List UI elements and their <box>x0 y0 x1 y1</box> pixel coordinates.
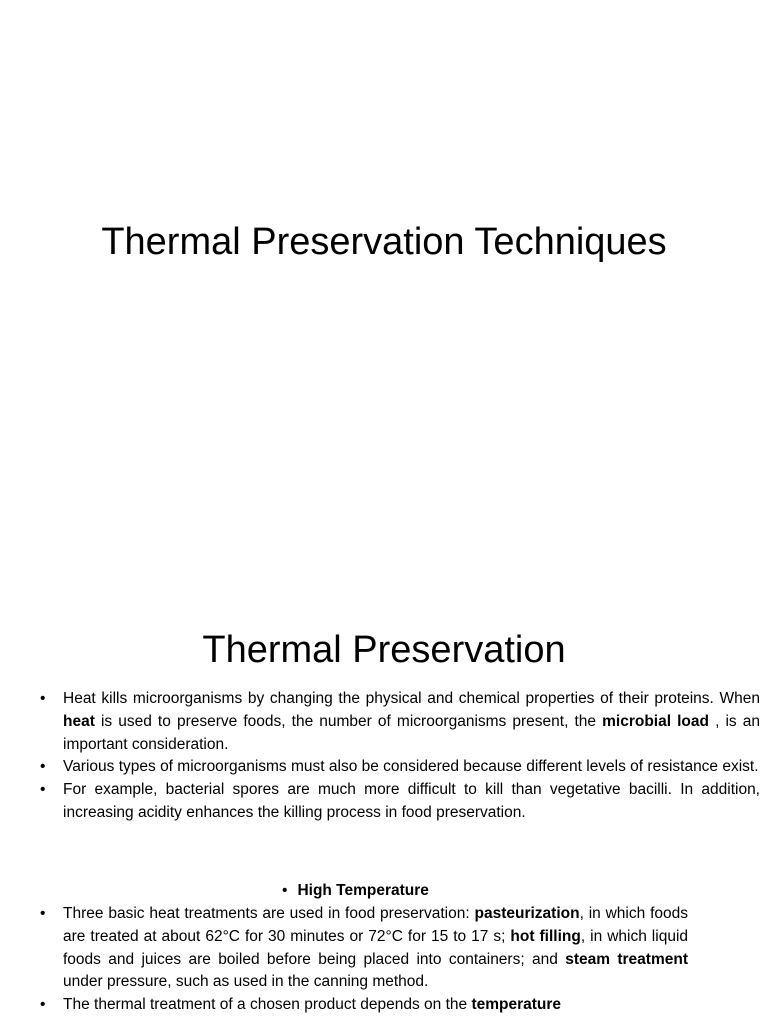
bold-term: microbial load <box>602 712 709 730</box>
bullet-text: Heat kills microorganisms by changing the physical and chemical properties of their proteins. When <box>63 690 760 707</box>
bullet-list-high-temperature <box>40 903 688 1017</box>
bold-term: pasteurization <box>474 905 580 922</box>
bullet-icon: • <box>40 996 46 1014</box>
slide-thermal-preservation <box>0 576 768 1024</box>
list-item <box>40 994 688 1017</box>
bullet-list <box>40 688 760 825</box>
bullet-text: Various types of microorganisms must also be considered because different levels of resistance exist. <box>63 758 759 776</box>
bullet-text: under pressure, such as used in the canning method. <box>63 973 429 991</box>
bullet-text: The thermal treatment of a chosen product depends on the <box>63 996 468 1014</box>
bold-term: heat <box>63 712 95 730</box>
list-item <box>40 779 760 825</box>
bold-term: hot filling <box>510 927 581 945</box>
bullet-text: Three basic heat treatments are used in food preservation: <box>63 905 475 922</box>
bullet-text: , in which liquid foods and juices are boiled before being placed into containers; and <box>63 927 689 968</box>
bullet-icon: • <box>40 781 46 799</box>
list-item <box>40 756 760 779</box>
list-item <box>40 903 688 994</box>
bold-term: steam treatment <box>565 950 688 968</box>
slide-heading: Thermal Preservation <box>202 629 566 671</box>
subheading <box>282 880 429 903</box>
bullet-text: is used to preserve foods, the number of microorganisms present, the <box>94 712 603 730</box>
list-item <box>40 688 760 756</box>
bullet-text: , is an important consideration. <box>63 712 760 753</box>
bullet-icon: • <box>40 905 46 922</box>
slide-title-heading: Thermal Preservation Techniques <box>101 221 667 263</box>
bold-term: temperature <box>471 996 562 1014</box>
bullet-icon: • <box>40 690 46 707</box>
bullet-text: , in which foods are treated at about 62°C for 30 minutes or 72°C for 15 to 17 s; <box>63 905 688 945</box>
bullet-icon: • <box>40 758 46 776</box>
bullet-icon: • <box>282 882 288 899</box>
subheading-text: High Temperature <box>297 882 429 899</box>
bullet-text: For example, bacterial spores are much more difficult to kill than vegetative bacilli. In addition, increasing acidity enhances the killing process in food preservation. <box>63 781 760 821</box>
